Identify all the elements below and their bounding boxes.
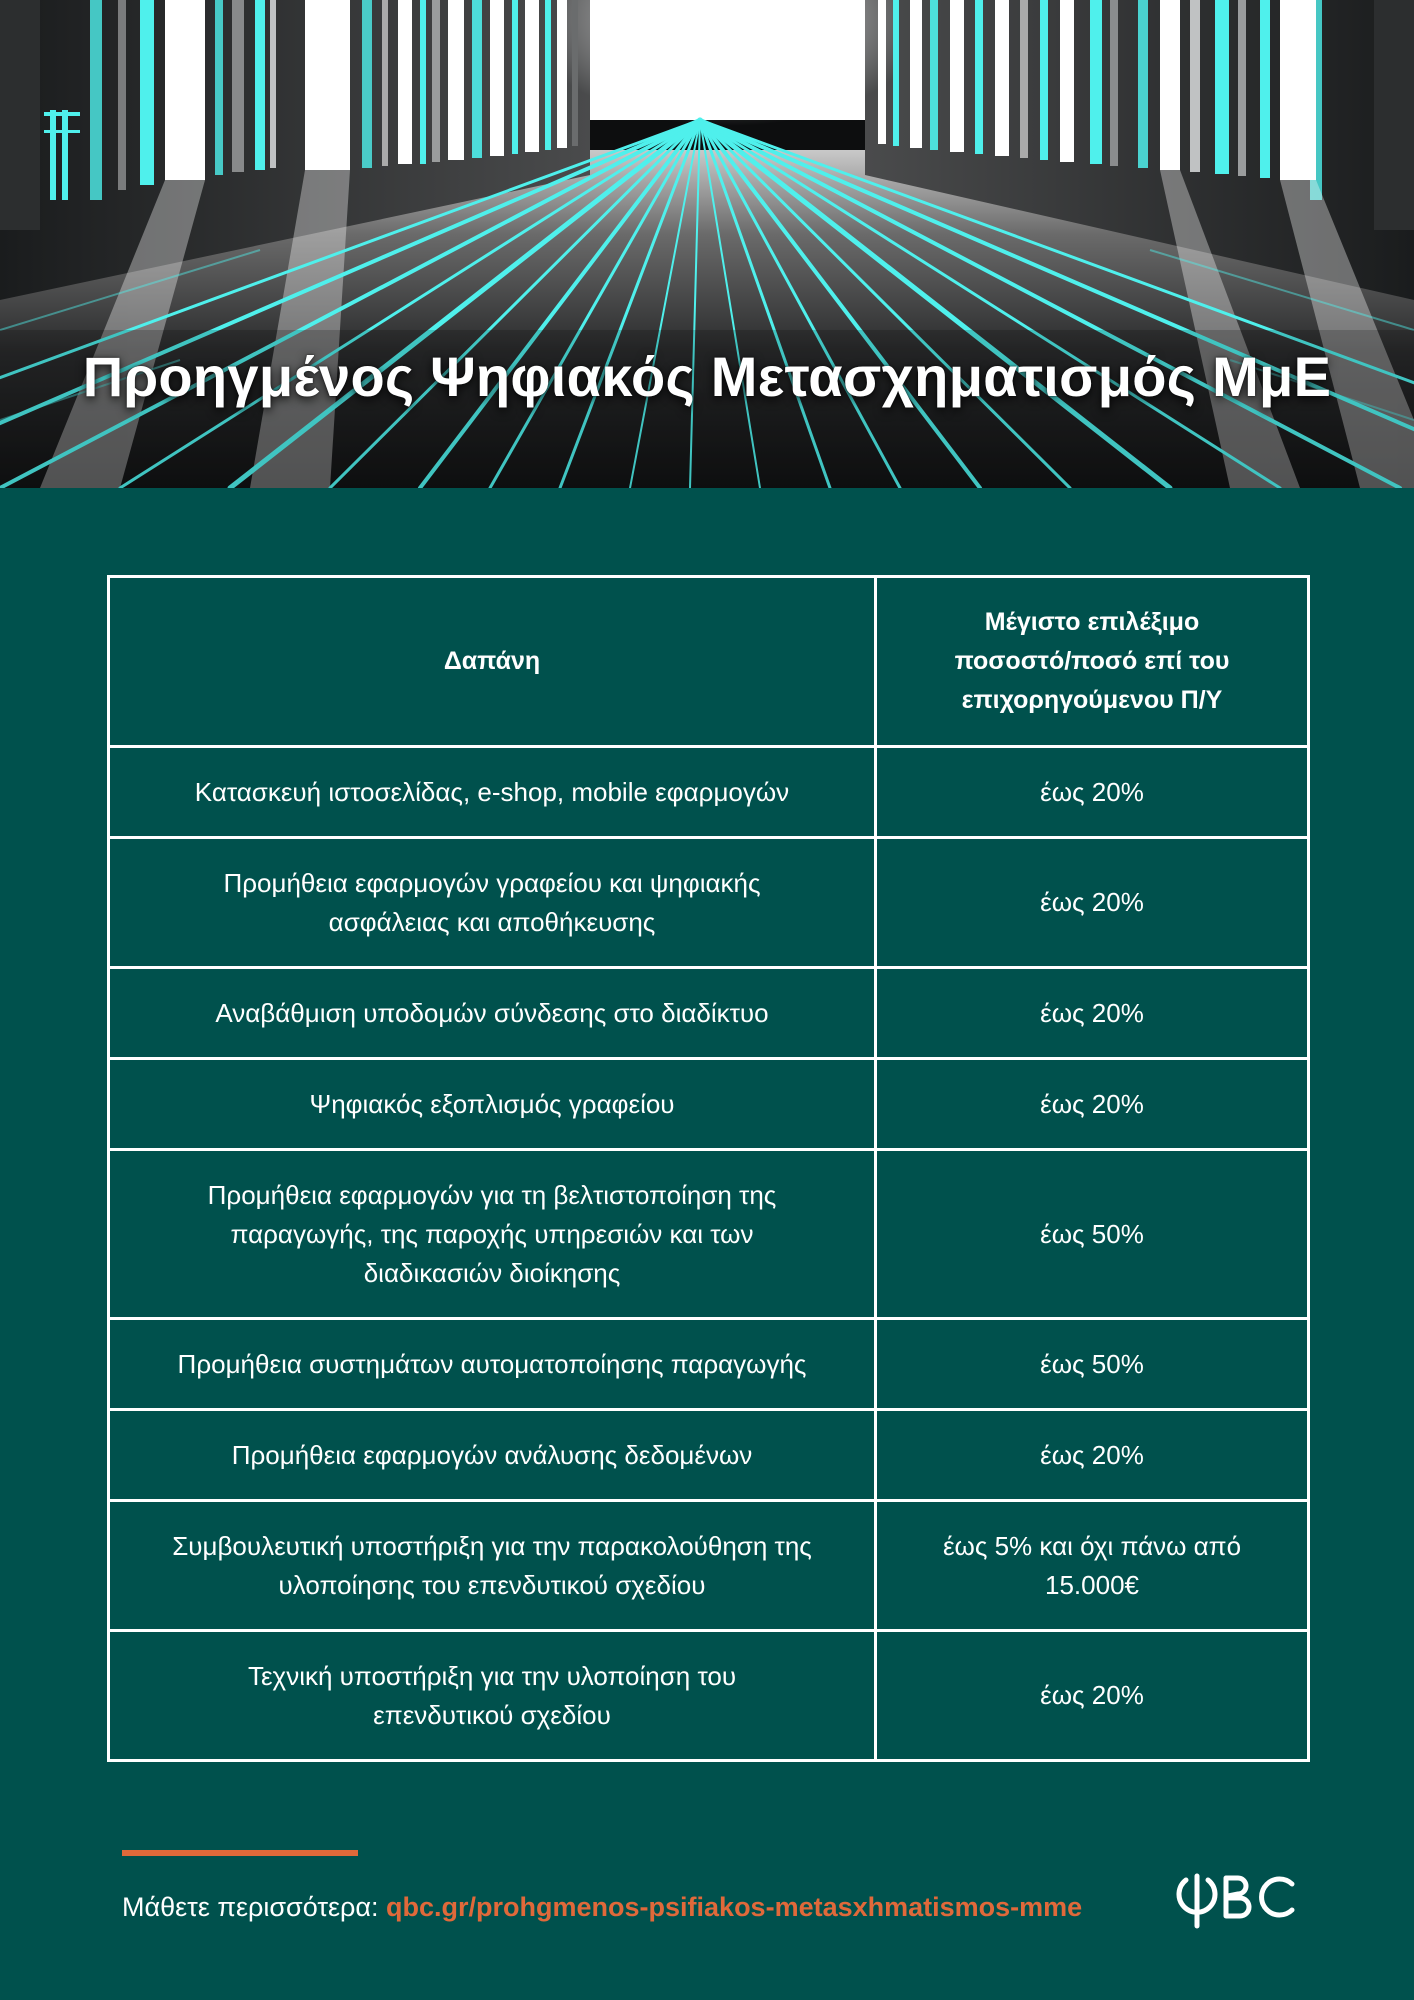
table-row [109, 1059, 1309, 1150]
max-percentage-cell: έως 50% [876, 1150, 1309, 1319]
expenses-table-container [107, 575, 1307, 1762]
footer-accent-line [122, 1850, 358, 1856]
expense-cell: Προμήθεια εφαρμογών για τη βελτιστοποίηση της παραγωγής, της παροχής υπηρεσιών και των διαδικασιών διοίκησης [109, 1150, 876, 1319]
max-percentage-cell: έως 20% [876, 838, 1309, 968]
max-percentage-cell: έως 20% [876, 1059, 1309, 1150]
expense-cell: Προμήθεια εφαρμογών γραφείου και ψηφιακής ασφάλειας και αποθήκευσης [109, 838, 876, 968]
table-header-row [109, 577, 1309, 747]
column-header-expense: Δαπάνη [109, 577, 876, 747]
max-percentage-cell: έως 20% [876, 968, 1309, 1059]
hero-banner [0, 0, 1414, 488]
max-percentage-cell: έως 20% [876, 747, 1309, 838]
page-title: Προηγμένος Ψηφιακός Μετασχηματισμός ΜμΕ [82, 345, 1332, 408]
expense-cell: Συμβουλευτική υποστήριξη για την παρακολούθηση της υλοποίησης του επενδυτικού σχεδίου [109, 1501, 876, 1631]
max-percentage-cell: έως 50% [876, 1319, 1309, 1410]
corridor-illustration [0, 0, 1414, 488]
table-row [109, 747, 1309, 838]
expense-cell: Ψηφιακός εξοπλισμός γραφείου [109, 1059, 876, 1150]
max-percentage-cell: έως 5% και όχι πάνω από 15.000€ [876, 1501, 1309, 1631]
table-row [109, 1150, 1309, 1319]
expenses-table [107, 575, 1310, 1762]
table-row [109, 1631, 1309, 1761]
table-row [109, 968, 1309, 1059]
table-row [109, 1410, 1309, 1501]
qbc-logo-icon [1176, 1866, 1306, 1930]
table-row [109, 1501, 1309, 1631]
learn-more-label: Μάθετε περισσότερα: [122, 1892, 379, 1922]
expense-cell: Προμήθεια συστημάτων αυτοματοποίησης παραγωγής [109, 1319, 876, 1410]
expense-cell: Κατασκευή ιστοσελίδας, e-shop, mobile εφαρμογών [109, 747, 876, 838]
max-percentage-cell: έως 20% [876, 1631, 1309, 1761]
footer-learn-more [122, 1892, 1082, 1923]
expense-cell: Τεχνική υποστήριξη για την υλοποίηση του επενδυτικού σχεδίου [109, 1631, 876, 1761]
expense-cell: Αναβάθμιση υποδομών σύνδεσης στο διαδίκτυο [109, 968, 876, 1059]
learn-more-link[interactable]: qbc.gr/prohgmenos-psifiakos-metasxhmatismos-mme [386, 1892, 1083, 1922]
table-row [109, 1319, 1309, 1410]
expense-cell: Προμήθεια εφαρμογών ανάλυσης δεδομένων [109, 1410, 876, 1501]
column-header-max-percentage: Μέγιστο επιλέξιμο ποσοστό/ποσό επί του επιχορηγούμενου Π/Υ [876, 577, 1309, 747]
max-percentage-cell: έως 20% [876, 1410, 1309, 1501]
table-row [109, 838, 1309, 968]
